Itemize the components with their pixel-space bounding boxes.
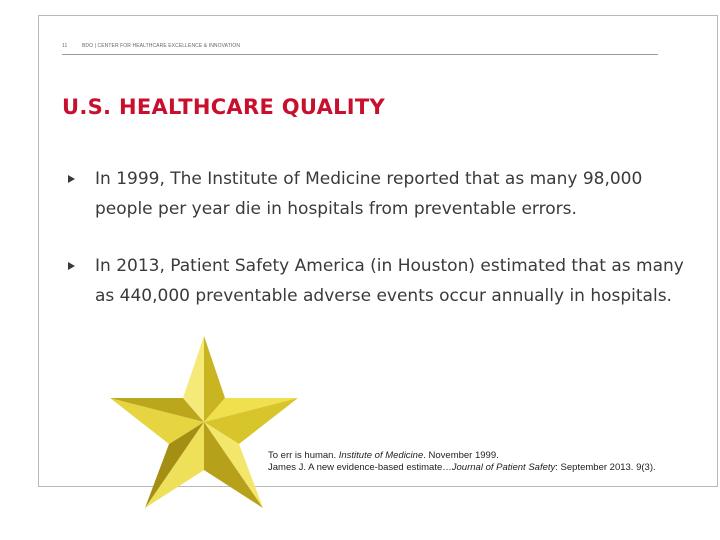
bullet-arrow-icon (68, 262, 75, 270)
gold-star-icon (108, 330, 300, 510)
header-divider (62, 54, 658, 55)
bullet-arrow-icon (68, 175, 75, 183)
reference-list (268, 450, 656, 474)
page-number: 11 (62, 43, 68, 49)
bullet-text: In 1999, The Institute of Medicine reported that as many 98,000 people per year die in hospitals from preventable errors. (95, 169, 643, 219)
bullet-text: In 2013, Patient Safety America (in Houston) estimated that as many as 440,000 preventable adverse events occur annually in hospitals. (95, 256, 684, 306)
reference-item: To err is human. Institute of Medicine. November 1999. (268, 450, 499, 461)
bullet-item (62, 164, 702, 224)
bullet-list (62, 164, 702, 338)
bullet-item (62, 251, 702, 311)
header-org-label: BDO | CENTER FOR HEALTHCARE EXCELLENCE & INNOVATION (82, 43, 241, 49)
slide-title: U.S. HEALTHCARE QUALITY (62, 95, 386, 119)
reference-item: James J. A new evidence-based estimate…Journal of Patient Safety: September 2013. 9(3). (268, 462, 656, 473)
